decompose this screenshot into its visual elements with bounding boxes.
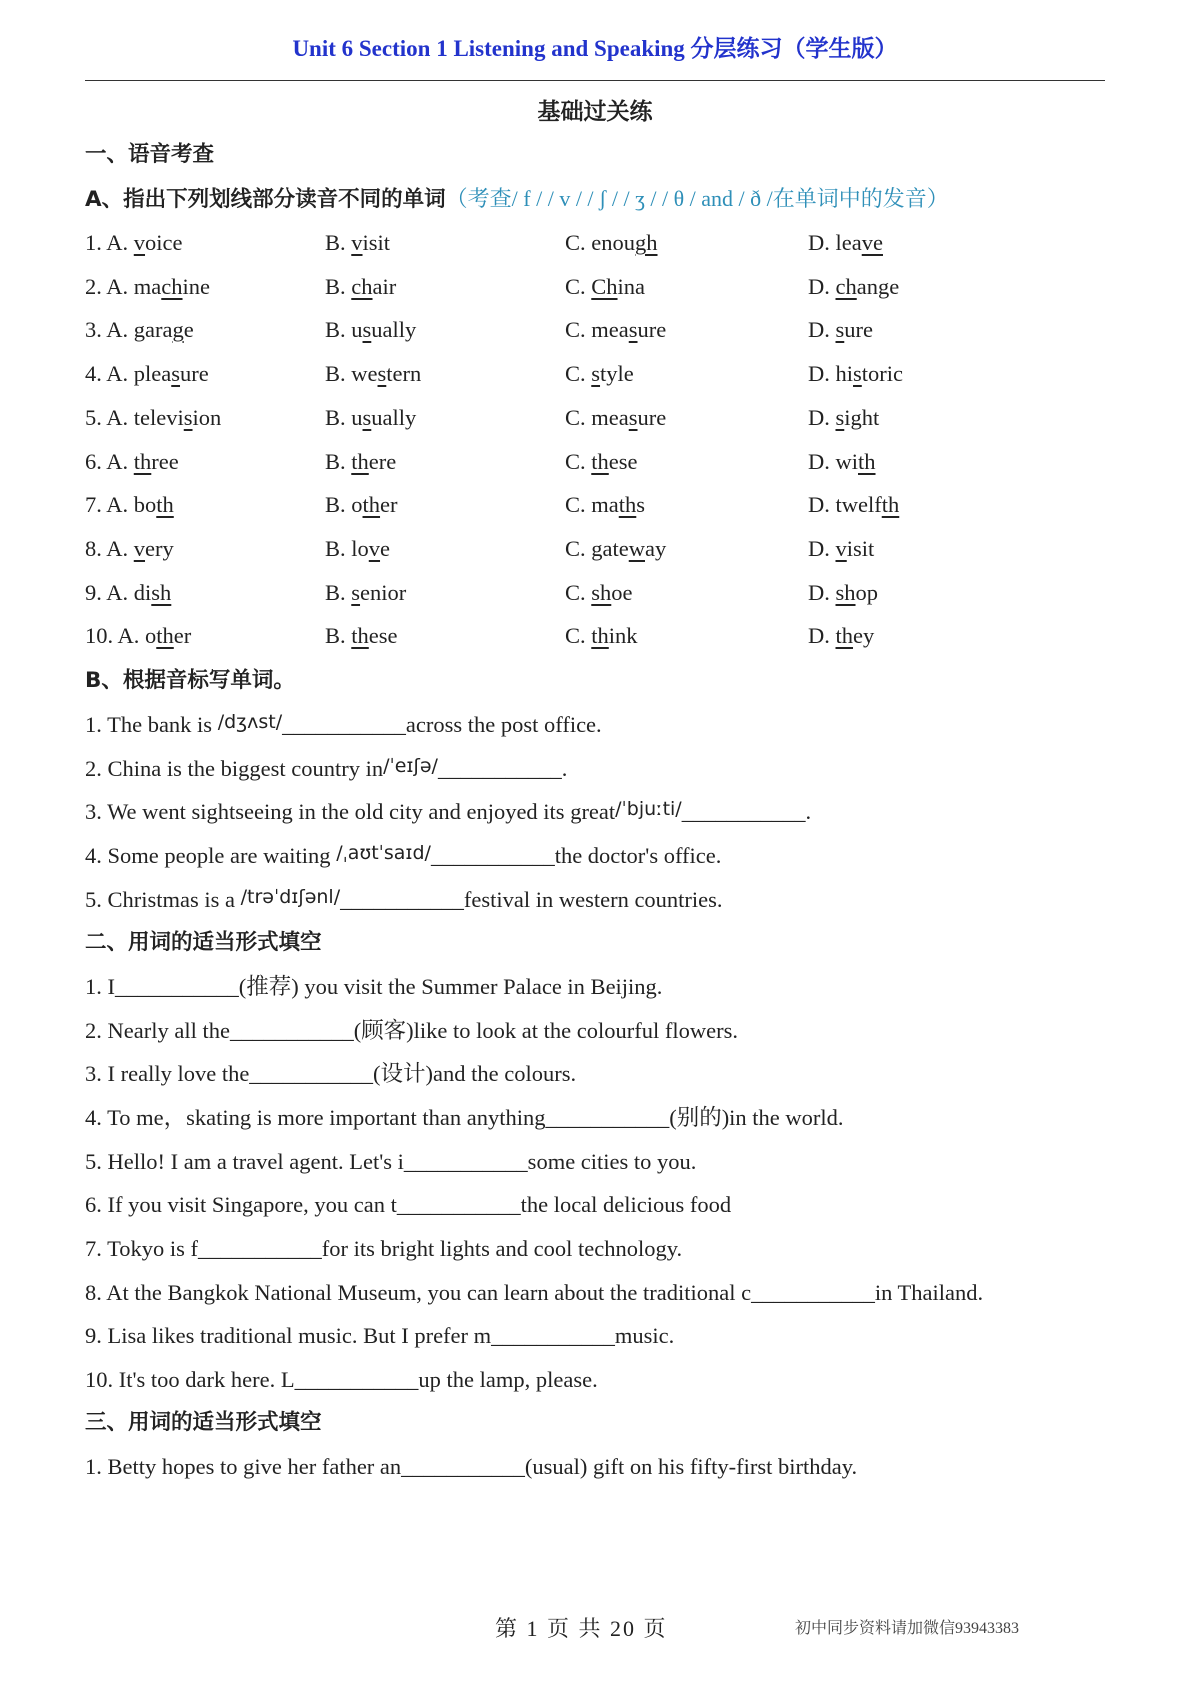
word-part: ink bbox=[608, 623, 638, 648]
underlined-letters: v bbox=[835, 536, 847, 561]
sectionA-heading: A、指出下列划线部分读音不同的单词 bbox=[85, 187, 446, 212]
underlined-letters: th bbox=[591, 449, 609, 474]
option-b bbox=[325, 272, 396, 302]
item-text-rest: ___________. bbox=[681, 799, 812, 824]
underlined-letters: v bbox=[368, 536, 381, 561]
word-part: mea bbox=[591, 317, 629, 342]
word-part: ery bbox=[145, 536, 174, 561]
word-part: ay bbox=[645, 536, 667, 561]
word-part: twelf bbox=[835, 492, 882, 517]
option-label: D. bbox=[808, 405, 836, 430]
word-part: bo bbox=[133, 492, 157, 517]
part2-item: 3. I really love the___________(设计)and the colours. bbox=[85, 1061, 577, 1086]
option-c bbox=[565, 447, 638, 477]
word-part: enou bbox=[591, 230, 636, 255]
option-b bbox=[325, 621, 398, 651]
word-part: u bbox=[351, 317, 363, 342]
underlined-letters: s bbox=[628, 317, 638, 342]
option-label: B. bbox=[325, 230, 352, 255]
option-label: D. bbox=[808, 361, 836, 386]
part2-item: 6. If you visit Singapore, you can t___________the local delicious food bbox=[85, 1192, 732, 1217]
option-a bbox=[85, 228, 183, 258]
underlined-letters: g bbox=[172, 317, 184, 342]
option-label: C. bbox=[565, 405, 592, 430]
option-a bbox=[85, 534, 174, 564]
part2-item: 10. It's too dark here. L___________up the lamp, please. bbox=[85, 1367, 598, 1392]
sectionB-item bbox=[85, 885, 723, 916]
option-label: C. bbox=[565, 492, 592, 517]
option-c bbox=[565, 621, 638, 651]
word-part: tern bbox=[386, 361, 422, 386]
part2-item: 8. At the Bangkok National Museum, you can learn about the traditional c___________in Thailand. bbox=[85, 1280, 984, 1305]
sectionB-item bbox=[85, 797, 811, 828]
underlined-letters: v bbox=[133, 230, 146, 255]
word-part: ure bbox=[637, 317, 667, 342]
underlined-letters: s bbox=[171, 361, 181, 386]
option-c bbox=[565, 534, 666, 564]
option-label: C. bbox=[565, 361, 592, 386]
option-d bbox=[808, 359, 903, 389]
document-header: Unit 6 Section 1 Listening and Speaking 分层练习（学生版） bbox=[292, 36, 898, 61]
option-c bbox=[565, 490, 645, 520]
word-part: ion bbox=[192, 405, 222, 430]
option-b bbox=[325, 578, 406, 608]
underlined-letters: th bbox=[591, 623, 609, 648]
underlined-letters: sh bbox=[591, 580, 612, 605]
underlined-letters: th bbox=[858, 449, 876, 474]
underlined-letters: s bbox=[362, 317, 372, 342]
underlined-letters: s bbox=[591, 361, 601, 386]
underlined-letters: Ch bbox=[591, 274, 618, 299]
part1-heading: 一、语音考查 bbox=[85, 142, 215, 167]
underlined-letters: th bbox=[156, 492, 174, 517]
option-label: C. bbox=[565, 317, 592, 342]
option-label: B. bbox=[325, 536, 352, 561]
underlined-letters: v bbox=[133, 536, 146, 561]
item-text-rest: ___________. bbox=[437, 756, 568, 781]
underlined-letters: th bbox=[835, 623, 854, 648]
word-part: gara bbox=[133, 317, 173, 342]
word-part: toric bbox=[861, 361, 904, 386]
option-d bbox=[808, 490, 899, 520]
underlined-letters: th bbox=[881, 492, 900, 517]
word-part: ese bbox=[368, 623, 398, 648]
option-label: B. bbox=[325, 274, 352, 299]
word-part: ey bbox=[853, 623, 875, 648]
word-part: ange bbox=[856, 274, 900, 299]
option-label: B. bbox=[325, 405, 352, 430]
part2-item: 5. Hello! I am a travel agent. Let's i___________some cities to you. bbox=[85, 1149, 697, 1174]
sectionB-item bbox=[85, 710, 602, 741]
word-part: ually bbox=[371, 317, 417, 342]
option-label: 8. A. bbox=[85, 536, 134, 561]
option-c bbox=[565, 403, 666, 433]
option-label: D. bbox=[808, 449, 836, 474]
option-d bbox=[808, 534, 874, 564]
underlined-letters: ch bbox=[835, 274, 857, 299]
word-part: tyle bbox=[600, 361, 634, 386]
option-c bbox=[565, 359, 634, 389]
word-part: di bbox=[133, 580, 152, 605]
option-label: C. bbox=[565, 580, 592, 605]
part2-item: 2. Nearly all the___________(顾客)like to look at the colourful flowers. bbox=[85, 1018, 738, 1043]
page-number: 第 1 页 共 20 页 bbox=[495, 1616, 668, 1641]
word-part: gate bbox=[591, 536, 629, 561]
underlined-letters: th bbox=[351, 449, 369, 474]
option-a bbox=[85, 490, 174, 520]
option-label: B. bbox=[325, 492, 352, 517]
option-label: 4. A. bbox=[85, 361, 134, 386]
underlined-letters: th bbox=[351, 623, 369, 648]
option-a bbox=[85, 272, 210, 302]
option-d bbox=[808, 272, 899, 302]
option-label: D. bbox=[808, 317, 836, 342]
option-a bbox=[85, 403, 221, 433]
phonetic: /ˈeɪʃə/ bbox=[383, 755, 438, 777]
option-c bbox=[565, 315, 666, 345]
option-label: B. bbox=[325, 361, 352, 386]
option-a bbox=[85, 447, 179, 477]
underlined-letters: ve bbox=[861, 230, 883, 255]
part2-item: 7. Tokyo is f___________for its bright lights and cool technology. bbox=[85, 1236, 683, 1261]
option-label: D. bbox=[808, 230, 836, 255]
word-part: ma bbox=[133, 274, 162, 299]
option-b bbox=[325, 359, 421, 389]
word-part: ma bbox=[591, 492, 619, 517]
underlined-letters: s bbox=[835, 317, 845, 342]
item-text: 2. China is the biggest country in bbox=[85, 756, 384, 781]
option-c bbox=[565, 578, 633, 608]
option-label: C. bbox=[565, 623, 592, 648]
underlined-letters: s bbox=[351, 580, 361, 605]
word-part: plea bbox=[133, 361, 172, 386]
underlined-letters: sh bbox=[835, 580, 856, 605]
word-part: air bbox=[372, 274, 397, 299]
option-label: B. bbox=[325, 317, 352, 342]
word-part: wi bbox=[835, 449, 858, 474]
option-label: D. bbox=[808, 536, 836, 561]
underlined-letters: s bbox=[183, 405, 193, 430]
item-text: 5. Christmas is a bbox=[85, 887, 241, 912]
option-label: 10. A. bbox=[85, 623, 146, 648]
option-d bbox=[808, 315, 873, 345]
sectionB-item bbox=[85, 754, 567, 785]
option-label: C. bbox=[565, 449, 592, 474]
word-part: oe bbox=[611, 580, 633, 605]
option-b bbox=[325, 403, 416, 433]
option-c bbox=[565, 228, 658, 258]
word-part: ree bbox=[151, 449, 179, 474]
option-d bbox=[808, 403, 879, 433]
option-label: C. bbox=[565, 274, 592, 299]
item-text-rest: ___________across the post office. bbox=[282, 712, 602, 737]
sectionB-item bbox=[85, 841, 721, 872]
option-label: C. bbox=[565, 536, 592, 561]
word-part: u bbox=[351, 405, 363, 430]
option-label: B. bbox=[325, 580, 352, 605]
underlined-letters: s bbox=[377, 361, 387, 386]
word-part: ually bbox=[371, 405, 417, 430]
option-label: B. bbox=[325, 623, 352, 648]
item-text: 3. We went sightseeing in the old city and enjoyed its great bbox=[85, 799, 616, 824]
underlined-letters: ch bbox=[161, 274, 183, 299]
phonetic: /ˈbjuːti/ bbox=[615, 798, 682, 820]
item-text-rest: ___________festival in western countries. bbox=[340, 887, 723, 912]
underlined-letters: sh bbox=[151, 580, 172, 605]
phonetic: /trəˈdɪʃənl/ bbox=[240, 886, 341, 908]
option-b bbox=[325, 315, 416, 345]
underlined-letters: s bbox=[628, 405, 638, 430]
phonetic: /ˌaʊtˈsaɪd/ bbox=[336, 842, 431, 864]
sectionA-heading-line bbox=[85, 184, 949, 215]
underlined-letters: s bbox=[835, 405, 845, 430]
underlined-letters: th bbox=[362, 492, 381, 517]
underlined-letters: s bbox=[362, 405, 372, 430]
item-text-rest: ___________the doctor's office. bbox=[430, 843, 722, 868]
option-label: C. bbox=[565, 230, 592, 255]
option-b bbox=[325, 447, 396, 477]
word-part: hi bbox=[835, 361, 854, 386]
word-part: lo bbox=[351, 536, 369, 561]
underlined-letters: th bbox=[618, 492, 637, 517]
part2-item: 1. I___________(推荐) you visit the Summer Palace in Beijing. bbox=[85, 974, 663, 999]
sectionB-heading: B、根据音标写单词。 bbox=[85, 668, 295, 693]
option-label: 3. A. bbox=[85, 317, 134, 342]
word-part: e bbox=[183, 317, 194, 342]
word-part: televi bbox=[133, 405, 184, 430]
option-label: D. bbox=[808, 623, 836, 648]
word-part: er bbox=[173, 623, 192, 648]
option-label: 7. A. bbox=[85, 492, 134, 517]
underlined-letters: th bbox=[133, 449, 152, 474]
word-part: lea bbox=[835, 230, 862, 255]
word-part: e bbox=[380, 536, 391, 561]
word-part: s bbox=[636, 492, 646, 517]
phonetic: /dʒʌst/ bbox=[217, 711, 283, 733]
underlined-letters: ch bbox=[351, 274, 373, 299]
option-label: B. bbox=[325, 449, 352, 474]
sectionA-note: （考查/ f / / v / / ʃ / / ʒ / / θ / and / ð /在单词中的发音） bbox=[445, 186, 949, 211]
word-part: o bbox=[351, 492, 363, 517]
option-a bbox=[85, 359, 209, 389]
part3-heading: 三、用词的适当形式填空 bbox=[85, 1410, 322, 1435]
option-d bbox=[808, 228, 883, 258]
word-part: op bbox=[855, 580, 879, 605]
option-a bbox=[85, 315, 194, 345]
option-d bbox=[808, 621, 874, 651]
option-label: D. bbox=[808, 580, 836, 605]
part2-item: 4. To me，skating is more important than anything___________(别的)in the world. bbox=[85, 1105, 844, 1130]
word-part: ight bbox=[844, 405, 880, 430]
word-part: ure bbox=[637, 405, 667, 430]
option-b bbox=[325, 534, 390, 564]
word-part: ure bbox=[844, 317, 873, 342]
part3-item: 1. Betty hopes to give her father an___________(usual) gift on his fifty-first birthday. bbox=[85, 1454, 858, 1479]
item-text: 1. The bank is bbox=[85, 712, 218, 737]
option-a bbox=[85, 578, 171, 608]
option-label: 9. A. bbox=[85, 580, 134, 605]
option-label: 1. A. bbox=[85, 230, 134, 255]
underlined-letters: w bbox=[628, 536, 645, 561]
word-part: ine bbox=[182, 274, 211, 299]
option-b bbox=[325, 490, 398, 520]
word-part: isit bbox=[846, 536, 875, 561]
underlined-letters: th bbox=[156, 623, 174, 648]
option-d bbox=[808, 578, 878, 608]
word-part: ure bbox=[180, 361, 209, 386]
word-part: ina bbox=[617, 274, 646, 299]
word-part: o bbox=[145, 623, 157, 648]
part2-item: 9. Lisa likes traditional music. But I prefer m___________music. bbox=[85, 1323, 675, 1348]
word-part: mea bbox=[591, 405, 629, 430]
word-part: ere bbox=[368, 449, 397, 474]
option-label: 5. A. bbox=[85, 405, 134, 430]
word-part: er bbox=[380, 492, 398, 517]
word-part: oice bbox=[145, 230, 183, 255]
underlined-letters: v bbox=[351, 230, 363, 255]
option-a bbox=[85, 621, 191, 651]
word-part: isit bbox=[362, 230, 391, 255]
header-divider bbox=[85, 80, 1105, 81]
word-part: ese bbox=[608, 449, 638, 474]
underlined-letters: s bbox=[853, 361, 862, 386]
footer-note: 初中同步资料请加微信93943383 bbox=[795, 1620, 1020, 1637]
option-label: 6. A. bbox=[85, 449, 134, 474]
part2-heading: 二、用词的适当形式填空 bbox=[85, 930, 322, 955]
word-part: we bbox=[351, 361, 378, 386]
option-label: D. bbox=[808, 492, 836, 517]
option-b bbox=[325, 228, 390, 258]
word-part: enior bbox=[360, 580, 407, 605]
option-label: 2. A. bbox=[85, 274, 134, 299]
document-subtitle: 基础过关练 bbox=[537, 99, 653, 124]
underlined-letters: gh bbox=[635, 230, 658, 255]
item-text: 4. Some people are waiting bbox=[85, 843, 337, 868]
option-label: D. bbox=[808, 274, 836, 299]
option-d bbox=[808, 447, 876, 477]
option-c bbox=[565, 272, 645, 302]
